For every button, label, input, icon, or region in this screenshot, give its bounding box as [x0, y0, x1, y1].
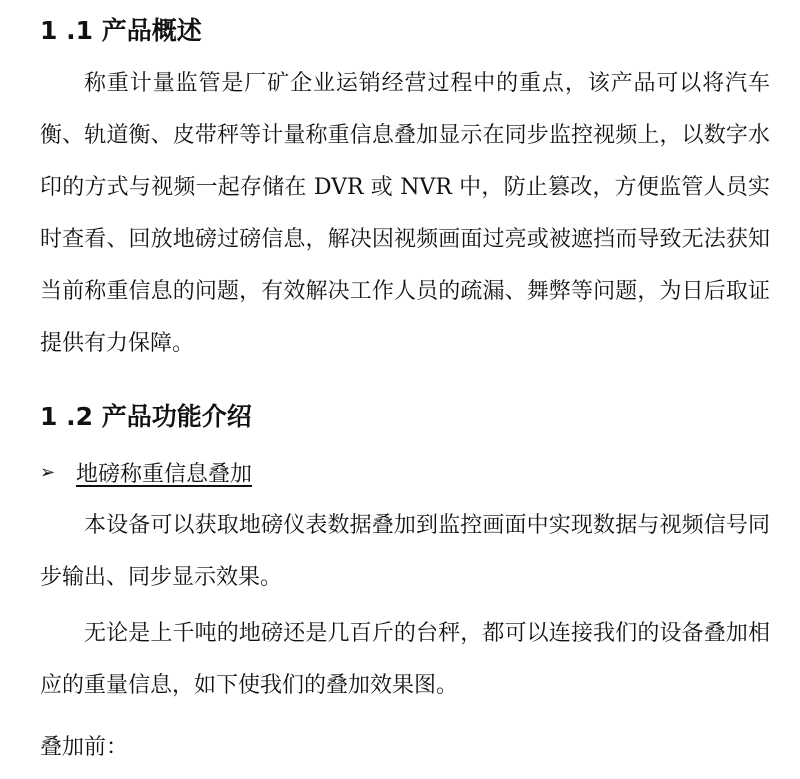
feature-paragraph-1: 本设备可以获取地磅仪表数据叠加到监控画面中实现数据与视频信号同步输出、同步显示效果。 [40, 513, 770, 590]
overview-paragraph: 称重计量监管是厂矿企业运销经营过程中的重点，该产品可以将汽车衡、轨道衡、皮带秤等计量称重信息叠加显示在同步监控视频上，以数字水印的方式与视频一起存储在 DVR 或 NVR 中，防止篡改，方便监管人员实时查看、回放地磅过磅信息，解决因视频画面过亮或被遮挡而导致无法获知当前称重信息的问题，有效解决工作人员的疏漏、舞弊等问题，为日后取证提供有力保障。 [40, 71, 770, 356]
feature-bullet [40, 448, 252, 496]
arrow-bullet-icon: ➢ [40, 461, 56, 483]
before-overlay-label: 叠加前： [40, 735, 129, 760]
feature-paragraph-2: 无论是上千吨的地磅还是几百斤的台秤，都可以连接我们的设备叠加相应的重量信息，如下使我们的叠加效果图。 [40, 621, 770, 698]
feature-bullet-title: 地磅称重信息叠加 [76, 461, 253, 487]
section-heading-overview: 1 .1 产品概述 [40, 16, 202, 45]
section-heading-features: 1 .2 产品功能介绍 [40, 402, 252, 431]
